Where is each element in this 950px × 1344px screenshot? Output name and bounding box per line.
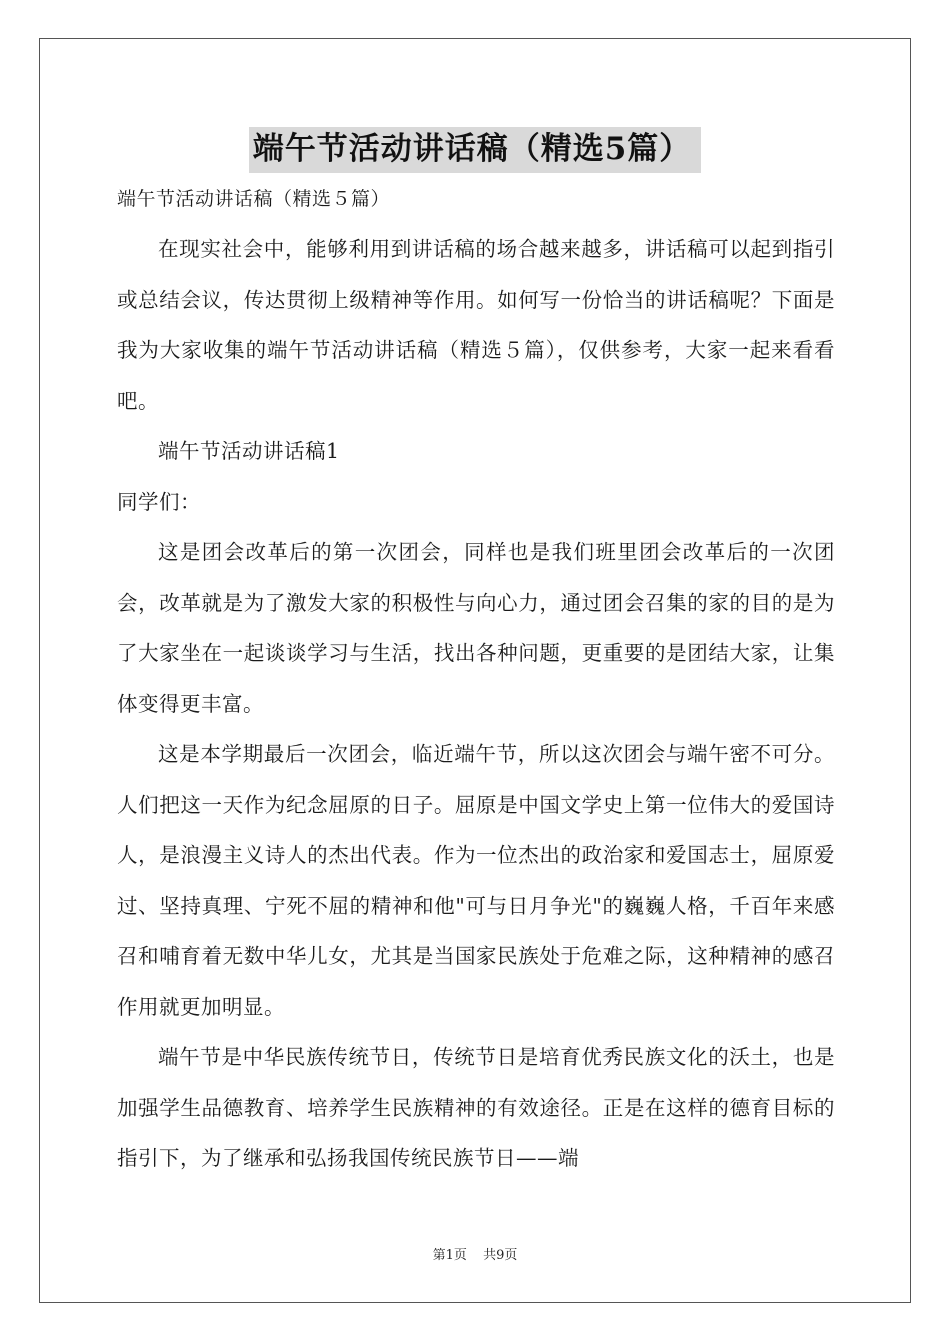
paragraph: 端午节是中华民族传统节日，传统节日是培育优秀民族文化的沃土，也是加强学生品德教育、培养学生民族精神的有效途径。正是在这样的德育目标的指引下，为了继承和弘扬我国传统民族节日——端 xyxy=(117,1045,835,1170)
paragraph: 这是团会改革后的第一次团会，同样也是我们班里团会改革后的一次团会，改革就是为了激发大家的积极性与向心力，通过团会召集的家的目的是为了大家坐在一起谈谈学习与生活，找出各种问题，更重要的是团结大家，让集体变得更丰富。 xyxy=(117,540,835,716)
section-heading: 端午节活动讲话稿1 xyxy=(158,439,340,463)
page-footer xyxy=(0,1244,950,1263)
title-container xyxy=(0,127,950,173)
page-total: 共9页 xyxy=(483,1248,518,1263)
salutation: 同学们： xyxy=(117,489,201,514)
document-body xyxy=(117,180,835,1184)
document-subtitle: 端午节活动讲话稿（精选５篇） xyxy=(117,188,391,210)
paragraph-intro: 在现实社会中，能够利用到讲话稿的场合越来越多，讲话稿可以起到指引或总结会议，传达贯彻上级精神等作用。如何写一份恰当的讲话稿呢？下面是我为大家收集的端午节活动讲话稿（精选５篇），仅供参考，大家一起来看看吧。 xyxy=(117,237,835,413)
paragraph: 这是本学期最后一次团会，临近端午节，所以这次团会与端午密不可分。人们把这一天作为纪念屈原的日子。屈原是中国文学史上第一位伟大的爱国诗人，是浪漫主义诗人的杰出代表。作为一位杰出的政治家和爱国志士，屈原爱过、坚持真理、宁死不屈的精神和他"可与日月争光"的巍巍人格，千百年来感召和哺育着无数中华儿女，尤其是当国家民族处于危难之际，这种精神的感召作用就更加明显。 xyxy=(117,742,835,1019)
page-number: 第1页 xyxy=(432,1248,467,1263)
document-title: 端午节活动讲话稿（精选5篇） xyxy=(249,127,702,173)
